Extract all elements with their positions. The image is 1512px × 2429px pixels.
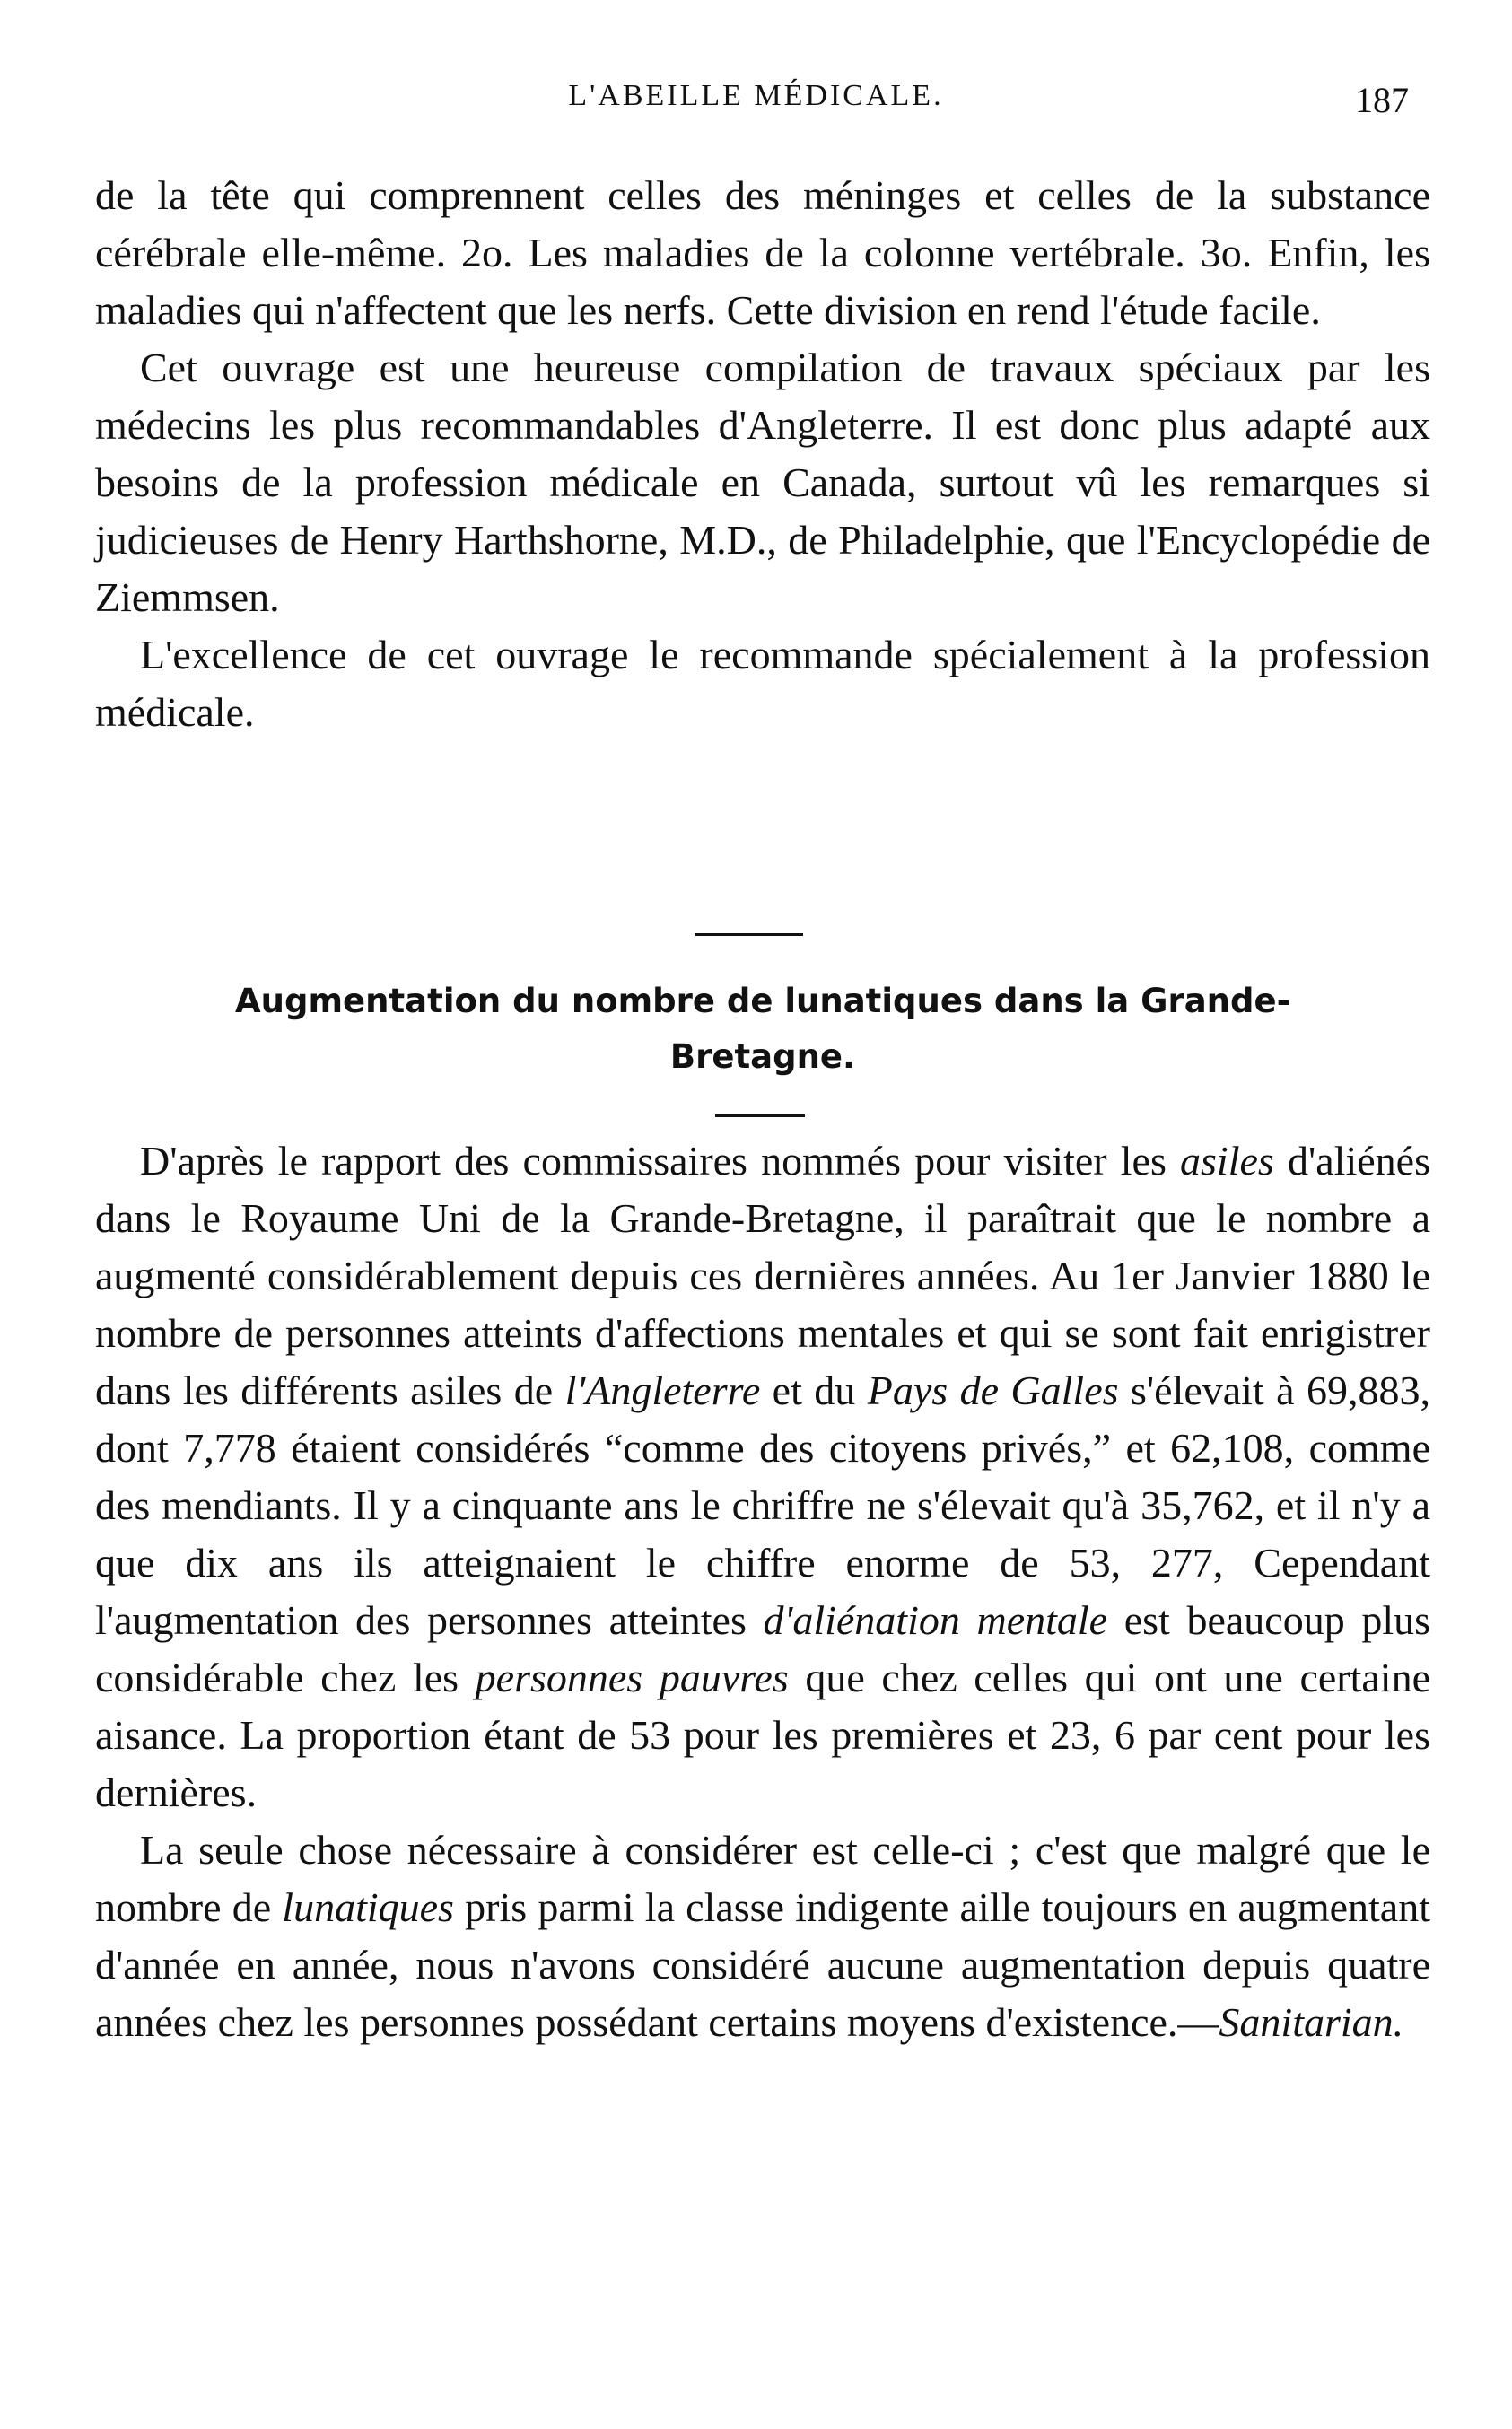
text-run: La seule chose nécessaire à considérer est celle-ci ; c'est que malgré que le nombre de <box>95 1827 1430 1930</box>
heading-line: Augmentation du nombre de lunatiques dans la Grande- <box>235 982 1290 1020</box>
italic-text: personnes pauvres <box>475 1655 789 1700</box>
italic-text: l'Angleterre <box>564 1367 761 1413</box>
text-run: et du <box>760 1367 868 1413</box>
heading-divider <box>715 1114 805 1117</box>
page-number: 187 <box>1355 80 1409 120</box>
article-body <box>95 1132 1430 2051</box>
running-title: L'ABEILLE MÉDICALE. <box>568 79 944 112</box>
text-run: D'après le rapport des commissaires nommés pour visiter les <box>140 1138 1181 1184</box>
italic-text: asiles <box>1180 1138 1274 1184</box>
paragraph: de la tête qui comprennent celles des méninges et celles de la substance cérébrale elle-même. 2o. Les maladies de la colonne vertébrale. 3o. Enfin, les maladies qui n'affectent que les nerfs. Cette division en rend l'étude facile. <box>95 172 1430 333</box>
running-head <box>0 79 1512 124</box>
article-heading <box>95 974 1430 1085</box>
text-run: d'aliénés dans le Royaume Uni de la Grande-Bretagne, il paraîtrait que le nombre a augmenté considérablement depuis ces dernières années. Au 1er Janvier 1880 le nombre de personnes atteints d'affections mentales et qui se sont fait enrigistrer dans les différents asiles de <box>95 1138 1430 1413</box>
paragraph <box>95 1132 1430 1822</box>
section-divider <box>695 933 803 936</box>
italic-text: d'aliénation mentale <box>763 1597 1108 1643</box>
text-run: que chez celles qui ont une certaine aisance. La proportion étant de 53 pour les premières et 23, 6 par cent pour les dernières. <box>95 1655 1430 1815</box>
paragraph: L'excellence de cet ouvrage le recommande spécialement à la profession médicale. <box>95 632 1430 735</box>
text-run: pris parmi la classe indigente aille toujours en augmentant d'année en année, nous n'avons considéré aucune augmentation depuis quatre années chez les personnes possédant certains moyens d'existence.— <box>95 1884 1431 2045</box>
italic-text: lunatiques <box>282 1884 454 1930</box>
text-run: est beaucoup plus considérable chez les <box>95 1597 1431 1700</box>
heading-line: Bretagne. <box>669 1037 856 1076</box>
continued-review-text <box>95 167 1430 741</box>
text-run: s'élevait à 69,883, dont 7,778 étaient considérés “comme des citoyens privés,” et 62,108, comme des mendiants. Il y a cinquante ans le chriffre ne s'élevait qu'à 35,762, et il n'y a que dix ans ils atteignaient le chiffre enorme de 53, 277, Cependant l'augmentation des personnes atteintes <box>95 1367 1431 1643</box>
source-attribution: Sanitarian. <box>1219 1999 1404 2045</box>
paragraph <box>95 1822 1430 2051</box>
paragraph: Cet ouvrage est une heureuse compilation de travaux spéciaux par les médecins les plus recommandables d'Angleterre. Il est donc plus adapté aux besoins de la profession médicale en Canada, surtout vû les remarques si judicieuses de Henry Harthshorne, M.D., de Philadelphie, que l'Encyclopédie de Ziemmsen. <box>95 345 1430 620</box>
italic-text: Pays de Galles <box>867 1367 1119 1413</box>
